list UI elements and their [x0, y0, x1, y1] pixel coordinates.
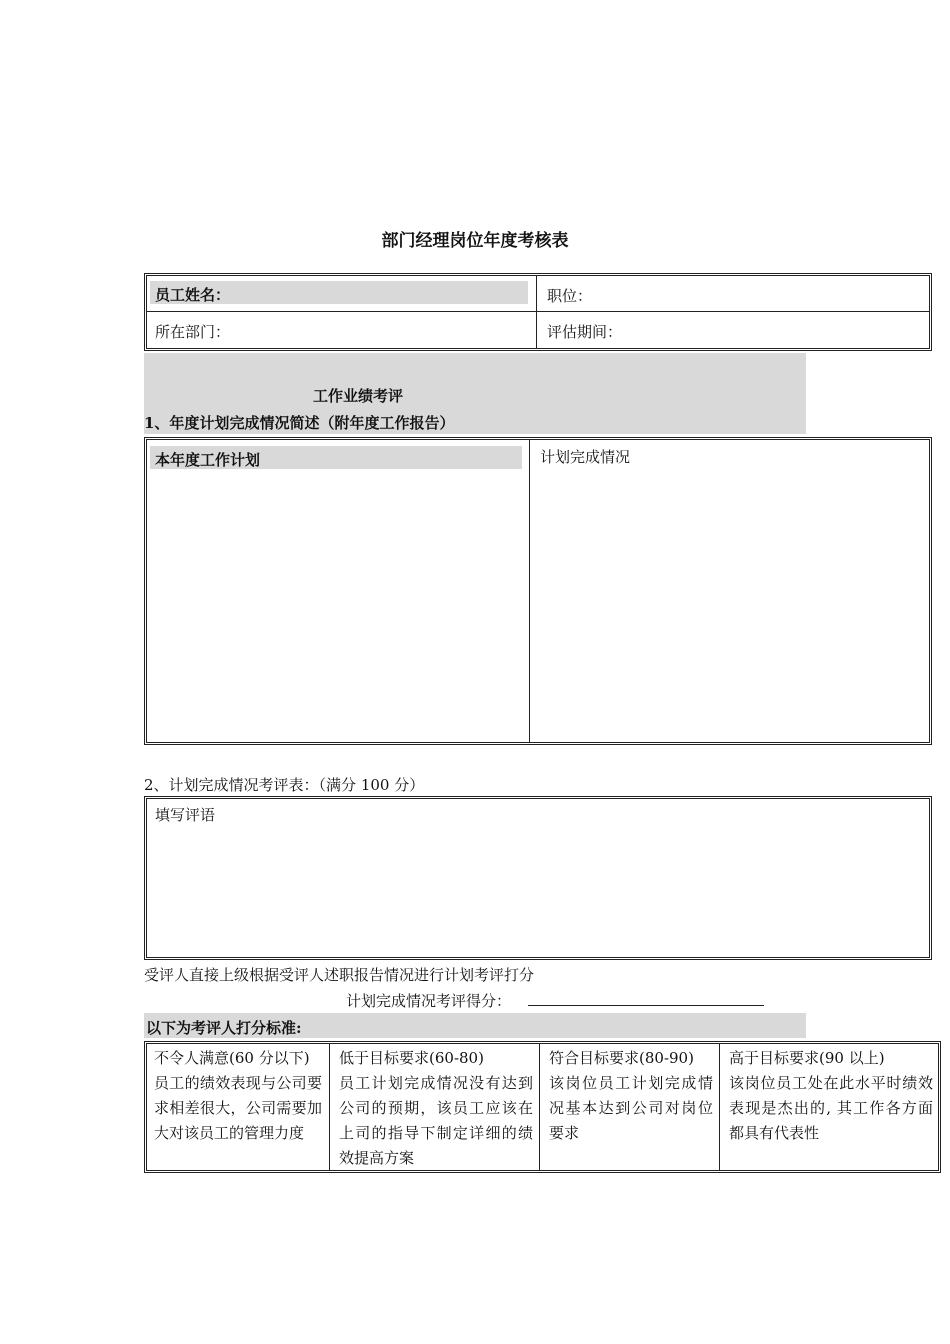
position-field-label: 职位： [547, 287, 593, 305]
criteria-level-title: 不令人满意(60 分以下) [154, 1049, 310, 1067]
criteria-divider-1 [329, 1043, 330, 1171]
info-table-divider [536, 275, 537, 349]
criteria-level-desc: 员工计划完成情况没有达到公司的预期，该员工应该在上司的指导下制定详细的绩效提高方案 [339, 1074, 533, 1167]
criteria-divider-2 [539, 1043, 540, 1171]
criteria-level-desc: 该岗位员工计划完成情况基本达到公司对岗位要求 [549, 1074, 713, 1142]
plan-table [144, 437, 932, 745]
criteria-level-unsatisfactory [154, 1046, 322, 1146]
comment-box[interactable] [144, 796, 932, 960]
comment-label: 填写评语 [155, 806, 216, 824]
criteria-level-above-target [729, 1046, 933, 1146]
info-table-row-divider [146, 311, 930, 312]
criteria-level-desc: 员工的绩效表现与公司要求相差很大，公司需要加大对该员工的管理力度 [154, 1074, 322, 1142]
plan-table-divider [529, 439, 530, 743]
criteria-level-below-target [339, 1046, 533, 1171]
section1-title: 1、年度计划完成情况简述（附年度工作报告） [144, 414, 455, 432]
completion-status-label: 计划完成情况 [540, 448, 631, 466]
page-title: 部门经理岗位年度考核表 [381, 231, 569, 251]
criteria-level-desc: 该岗位员工处在此水平时绩效表现是杰出的, 其工作各方面都具有代表性 [729, 1074, 933, 1142]
evaluation-note: 受评人直接上级根据受评人述职报告情况进行计划考评打分 [144, 966, 535, 984]
criteria-divider-3 [719, 1043, 720, 1171]
performance-heading: 工作业绩考评 [312, 387, 403, 405]
score-label: 计划完成情况考评得分： [346, 992, 512, 1010]
score-blank-line[interactable] [528, 1005, 764, 1006]
department-field-label: 所在部门： [155, 323, 231, 341]
criteria-heading: 以下为考评人打分标准: [146, 1019, 302, 1037]
criteria-level-title: 符合目标要求(80-90) [549, 1049, 694, 1067]
name-field-label: 员工姓名： [155, 286, 231, 304]
criteria-level-title: 低于目标要求(60-80) [339, 1049, 484, 1067]
period-field-label: 评估期间： [547, 323, 623, 341]
annual-plan-label: 本年度工作计划 [155, 451, 261, 469]
criteria-level-title: 高于目标要求(90 以上) [729, 1049, 885, 1067]
criteria-level-meets-target [549, 1046, 713, 1146]
section2-title: 2、计划完成情况考评表：（满分 100 分） [144, 776, 425, 794]
